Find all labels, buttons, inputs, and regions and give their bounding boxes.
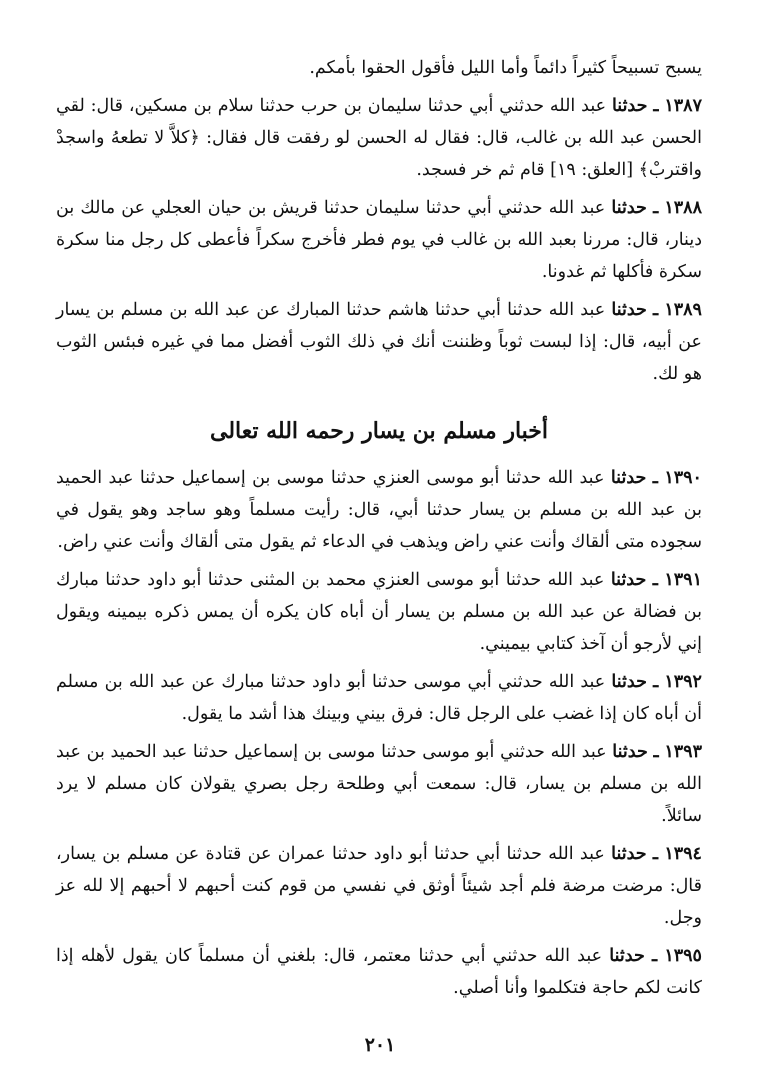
haddathana-label: حدثنا xyxy=(611,672,647,692)
hadith-number: ١٣٩٠ xyxy=(664,468,702,488)
hadith-number: ١٣٨٨ xyxy=(664,198,702,218)
haddathana-label: حدثنا xyxy=(611,96,648,116)
hadith-text: عبد الله حدثنا أبو موسى العنزي محمد بن المثنى حدثنا أبو داود حدثنا مبارك بن فضالة عن عبد الله بن مسلم بن يسار أن أباه كان يكره أن يمس ذكره بيمينه ويقول إني لأرجو أن آخذ كتابي بيميني. xyxy=(56,570,702,654)
hadith-text: عبد الله حدثني أبو موسى حدثنا موسى بن إسماعيل حدثنا عبد الحميد بن عبد الله بن مسلم بن يسار، قال: سمعت أبي وطلحة رجل بصري يقولان كان مسلم لا يرد سائلاً. xyxy=(56,742,702,826)
hadith-number: ١٣٩٣ xyxy=(664,742,702,762)
hadith-entry xyxy=(56,90,702,186)
hadith-number: ١٣٩١ xyxy=(664,570,702,590)
dash: ـ xyxy=(652,468,658,488)
hadith-entry xyxy=(56,940,702,1004)
haddathana-label: حدثنا xyxy=(610,468,647,488)
dash: ـ xyxy=(652,946,658,966)
page-number: ٢٠١ xyxy=(364,1034,396,1056)
dash: ـ xyxy=(652,570,658,590)
hadith-text: عبد الله حدثني أبي حدثنا سليمان بن حرب حدثنا سلام بن مسكين، قال: لقي الحسن عبد الله بن غالب، قال: فقال له الحسن لو رفقت قال فقال: ﴿كلاَّ لا تطعهُ واسجدْ واقتربْ﴾ [العلق: ١٩] قام ثم خر فسجد. xyxy=(56,96,702,180)
haddathana-label: حدثنا xyxy=(609,946,645,966)
hadith-text: عبد الله حدثنا أبو موسى العنزي حدثنا موسى بن إسماعيل حدثنا عبد الحميد بن عبد الله بن مسلم بن يسار حدثنا أبي، قال: رأيت مسلماً وهو ساجد وهو يقول في سجوده متى ألقاك وأنت عني راض ويذهب في الدعاء ثم يقول متى ألقاك وأنت عني راض. xyxy=(56,468,702,552)
hadith-number: ١٣٨٧ xyxy=(664,96,702,116)
haddathana-label: حدثنا xyxy=(611,300,647,320)
dash: ـ xyxy=(653,742,659,762)
hadith-text: عبد الله حدثنا أبي حدثنا هاشم حدثنا المبارك عن عبد الله بن مسلم بن يسار عن أبيه، قال: إذا لبست ثوباً وظننت أنك في ذلك الثوب أفضل مما في غيره فبئس الثوب هو لك. xyxy=(56,300,702,384)
section-heading: أخبار مسلم بن يسار رحمه الله تعالى xyxy=(209,418,549,444)
hadith-entry xyxy=(56,462,702,558)
haddathana-label: حدثنا xyxy=(612,742,648,762)
hadith-number: ١٣٩٢ xyxy=(664,672,702,692)
haddathana-label: حدثنا xyxy=(611,198,647,218)
hadith-entry xyxy=(56,294,702,390)
hadith-number: ١٣٩٤ xyxy=(664,844,702,864)
hadith-text: عبد الله حدثني أبي موسى حدثنا أبو داود حدثنا مبارك عن عبد الله بن مسلم أن أباه كان إذا غضب على الرجل قال: فرق بيني وبينك هذا أشد ما يقول. xyxy=(56,672,702,724)
hadith-number: ١٣٨٩ xyxy=(664,300,702,320)
hadith-number: ١٣٩٥ xyxy=(664,946,702,966)
intro-paragraph: يسبح تسبيحاً كثيراً دائماً وأما الليل فأقول الحقوا بأمكم. xyxy=(309,58,702,78)
dash: ـ xyxy=(653,300,659,320)
haddathana-label: حدثنا xyxy=(611,844,647,864)
dash: ـ xyxy=(652,844,659,864)
hadith-entry xyxy=(56,564,702,660)
hadith-entry xyxy=(56,736,702,832)
haddathana-label: حدثنا xyxy=(610,570,647,590)
dash: ـ xyxy=(653,96,659,116)
dash: ـ xyxy=(653,672,659,692)
hadith-entry xyxy=(56,666,702,730)
hadith-text: عبد الله حدثنا أبي حدثنا أبو داود حدثنا عمران عن قتادة عن مسلم بن يسار، قال: مرضت مرضة فلم أجد شيئاً أوثق في نفسي من قوم كنت أحبهم لا أحبهم إلا لله عز وجل. xyxy=(56,844,702,928)
hadith-text: عبد الله حدثني أبي حدثنا سليمان حدثنا قريش بن حيان العجلي عن مالك بن دينار، قال: مررنا بعبد الله بن غالب في يوم فطر فأخرج سكراً فأعطى كل رجل منا سكرة سكرة فأكلها ثم غدونا. xyxy=(56,198,702,282)
dash: ـ xyxy=(653,198,659,218)
hadith-entry xyxy=(56,192,702,288)
hadith-entry xyxy=(56,838,702,934)
hadith-text: عبد الله حدثني أبي حدثنا معتمر، قال: بلغني أن مسلماً كان يقول لأهله إذا كانت لكم حاجة فتكلموا وأنا أصلي. xyxy=(56,946,702,998)
